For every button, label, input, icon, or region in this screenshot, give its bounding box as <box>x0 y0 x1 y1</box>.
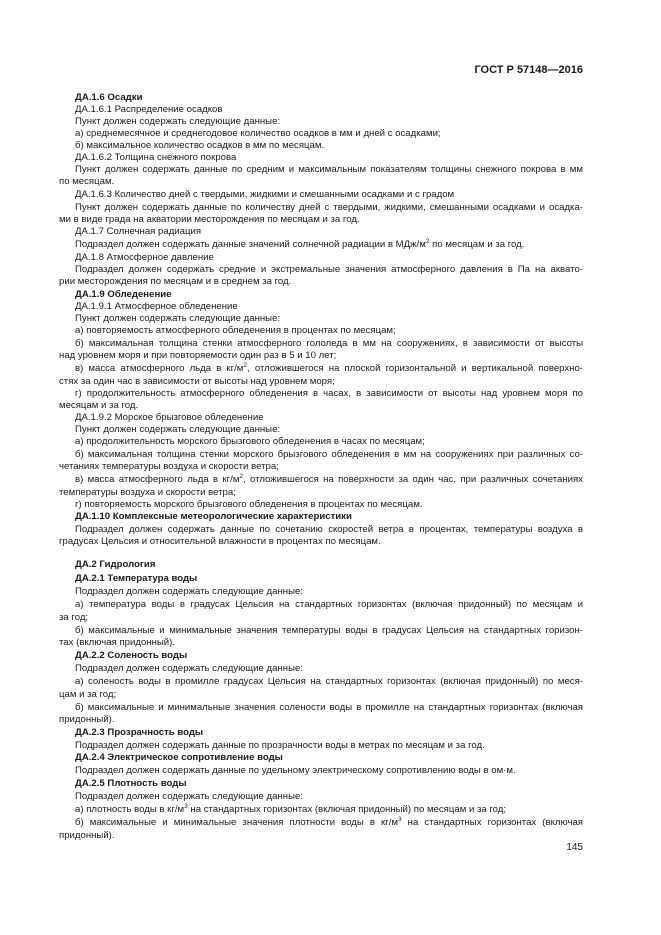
text-line: г) повторяемость морского брызгового обледенения в процентах по месяцам. <box>75 499 423 510</box>
text-line: ДА.1.9.2 Морское брызговое обледенение <box>75 412 264 423</box>
superscript: 3 <box>397 816 402 823</box>
page-number: 145 <box>566 842 583 853</box>
text-line: Пункт должен содержать следующие данные: <box>75 116 281 127</box>
text-line: ДА.1.7 Солнечная радиация <box>75 226 202 237</box>
text-line: ДА.1.6.3 Количество дней с твердыми, жидкими и смешанными осадками и с градом <box>75 189 455 200</box>
text-line: Подраздел должен содержать следующие данные: <box>75 663 303 674</box>
text-line: а) повторяемость атмосферного обледенения в процентах по месяцам; <box>75 325 396 336</box>
text-line: тах (включая придонный). <box>59 637 175 648</box>
text-line: а) плотность воды в $кг/м^3$ на стандартных горизонтах (включая придонный) по месяцам и за год; <box>75 803 507 815</box>
section-heading: ДА.2.4 Электрическое сопротивление воды <box>75 752 283 763</box>
standard-header: ГОСТ Р 57148—2016 <box>474 64 583 76</box>
section-heading: ДА.1.6 Осадки <box>75 92 143 103</box>
superscript: 2 <box>425 238 430 245</box>
section-heading: ДА.2 Гидрология <box>75 559 156 570</box>
text-line: б) максимальная толщина стенки атмосферного гололеда в мм на сооружениях, в зависимости от высоты <box>75 338 583 349</box>
text-line: стях за один час в зависимости от высоты над уровнем моря; <box>59 376 335 387</box>
text-line: Подраздел должен содержать данные по удельному электрическому сопротивлению воды в ом·м. <box>75 765 516 776</box>
text-line: Подраздел должен содержать следующие данные: <box>75 791 303 802</box>
text-line: в) масса атмосферного льда в $кг/м^2$, отложившегося на поверхности за один час, при различных сочетаниях <box>75 473 583 485</box>
text-line: Подраздел должен содержать данные значений солнечной радиации в МДж/$м^2$ по месяцам и за год. <box>75 238 525 250</box>
text-line: рии месторождения по месяцам и в среднем за год. <box>59 276 292 287</box>
section-heading: ДА.1.9 Обледенение <box>75 289 172 300</box>
text-line: ДА.1.9.1 Атмосферное обледенение <box>75 301 238 312</box>
section-heading: ДА.2.2 Соленость воды <box>75 650 188 661</box>
text-line: а) соленость воды в промилле градусах Цельсия на стандартных горизонтах (включая придонный) по меся- <box>75 676 583 687</box>
section-heading: ДА.2.5 Плотность воды <box>75 778 187 789</box>
text-line: ми в виде града на акватории месторождения по месяцам и за год. <box>59 214 360 225</box>
text-line: а) температура воды в градусах Цельсия на стандартных горизонтах (включая придонный) по месяцам и <box>75 599 583 610</box>
text-line: температуры воздуха и скорости ветра; <box>59 487 236 498</box>
text-line: а) среднемесячное и среднегодовое количество осадков в мм и дней с осадками; <box>75 128 441 139</box>
text-line: б) максимальная толщина стенки морского брызгового обледенения в мм на сооружениях при различных со- <box>75 449 583 460</box>
text-line: Подраздел должен содержать средние и экстремальные значения атмосферного давления в Па на аквато- <box>75 264 583 275</box>
text-line: четаниях температуры воздуха и скорости ветра; <box>59 461 279 472</box>
text-line: Подраздел должен содержать данные по сочетанию скоростей ветра в процентах, температуры воздуха в <box>75 524 583 535</box>
text-line: б) максимальное количество осадков в мм по месяцам. <box>75 140 325 151</box>
text-line: в) масса атмосферного льда в $кг/м^2$, отложившегося на плоской горизонтальной и вертикальной поверхно- <box>75 362 584 374</box>
text-line: б) максимальные и минимальные значения температуры воды в градусах Цельсия на стандартных горизон- <box>75 625 583 636</box>
superscript: 2 <box>243 362 248 369</box>
text-line: придонный). <box>59 714 115 725</box>
text-line: б) максимальные и минимальные значения плотности воды в $кг/м^3$ на стандартных горизонтах (включая <box>75 816 583 828</box>
text-line: ДА.1.6.1 Распределение осадков <box>75 104 223 115</box>
text-line: Подраздел должен содержать данные по прозрачности воды в метрах по месяцам и за год. <box>75 740 485 751</box>
text-line: за год; <box>59 612 89 623</box>
superscript: 3 <box>184 803 188 810</box>
text-line: градусах Цельсия и относительной влажности в процентах по месяцам. <box>59 536 381 547</box>
text-line: а) продолжительность морского брызгового обледенения в часах по месяцам; <box>75 436 425 447</box>
text-line: Пункт должен содержать данные по количеству дней с твердыми, жидкими, смешанными осадками и осадка- <box>75 202 583 213</box>
text-line: Пункт должен содержать следующие данные: <box>75 424 281 435</box>
section-heading: ДА.1.10 Комплексные метеорологические характеристики <box>75 511 352 522</box>
superscript: 2 <box>239 473 244 480</box>
text-line: Пункт должен содержать данные по средним и максимальным показателям толщины снежного покрова в мм <box>75 164 583 175</box>
text-line: Пункт должен содержать следующие данные: <box>75 313 281 324</box>
text-line: по месяцам. <box>59 176 115 187</box>
text-line: месяцам и за год. <box>59 400 139 411</box>
text-line: над уровнем моря и при повторяемости один раз в 5 и 10 лет; <box>59 350 337 361</box>
text-line: г) продолжительность атмосферного обледенения в часах, в зависимости от высоты над уровнем моря по <box>75 388 583 399</box>
text-line: цам и за год; <box>59 689 117 700</box>
text-line: ДА.1.8 Атмосферное давление <box>75 252 214 263</box>
text-line: Подраздел должен содержать следующие данные: <box>75 586 303 597</box>
section-heading: ДА.2.1 Температура воды <box>75 573 198 584</box>
text-line: придонный). <box>59 830 115 841</box>
text-line: ДА.1.6.2 Толщина снежного покрова <box>75 152 237 163</box>
text-line: б) максимальные и минимальные значения солености воды в промилле на стандартных горизонтах (включая <box>75 702 583 713</box>
section-heading: ДА.2.3 Прозрачность воды <box>75 727 204 738</box>
